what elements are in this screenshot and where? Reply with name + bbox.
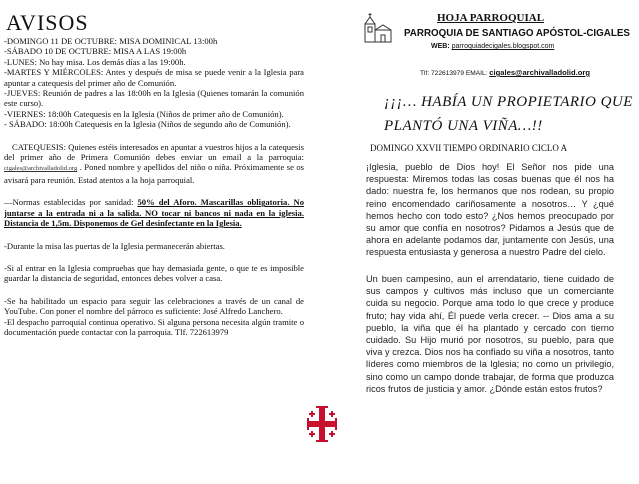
- schedule-domingo: -DOMINGO 11 DE OCTUBRE: MISA DOMINICAL 13:00h: [4, 36, 218, 46]
- puertas-notice: -Durante la misa las puertas de la Iglesia permanecerán abiertas.: [4, 240, 225, 251]
- catequesis-text-2: . Poned nombre y apellidos del niño o niña. Próximamente se os avisará para reunión. Estad atentos a la hoja parroquial.: [4, 162, 305, 185]
- email-link[interactable]: cigales@archivalladolid.org: [489, 68, 590, 77]
- sunday-heading: DOMINGO XXVII TIEMPO ORDINARIO CICLO A: [370, 143, 568, 153]
- jerusalem-cross-icon: [304, 400, 340, 448]
- catequesis-text-1: CATEQUESIS: Quienes estéis interesados en apuntar a vuestros hijos a la catequesis del primer año de Primera Comunión debes enviar un email a la parroquia:: [4, 141, 304, 163]
- catequesis-notice: [4, 142, 304, 186]
- avisos-column: [4, 12, 304, 337]
- normas-bold: 50% del Aforo. Mascarillas obligatoria. No juntarse a la entrada ni a la salida. NO tocar ni bancos ni nada en la iglesia. Distancia de 1,5m. Disponemos de Gel desinfectante en la Iglesia.: [4, 197, 304, 229]
- schedule-viernes: -VIERNES: 18:00h Catequesis en la Iglesia (Niños de primer año de Comunión).: [4, 108, 284, 119]
- schedule-sabado-catequesis: - SÁBADO: 18:00h Catequesis en la Iglesia (Niños de segundo año de Comunión).: [4, 119, 291, 130]
- sheet-title: HOJA PARROQUIAL: [437, 12, 545, 24]
- youtube-notice: -Se ha habilitado un espacio para seguir las celebraciones a través de un canal de YouTube. Con poner el nombre del párroco es suficiente: José Alfredo Lanchero.: [4, 295, 304, 317]
- normas-notice: [4, 197, 304, 228]
- gospel-quote-line1: ¡¡¡… HABÍA UN PROPIETARIO QUE: [384, 94, 633, 110]
- catequesis-email-link[interactable]: cigales@archivalladolid.org: [4, 165, 78, 173]
- schedule-martes: -MARTES Y MIÉRCOLES: Antes y después de misa se puede venir a la Iglesia para apuntar a catequesis del primer año de Comunión.: [4, 67, 304, 88]
- web-line: [431, 43, 554, 50]
- web-label: WEB:: [431, 43, 450, 50]
- parish-name: PARROQUIA DE SANTIAGO APÓSTOL-CIGALES: [404, 28, 630, 39]
- schedule-jueves: -JUEVES: Reunión de padres a las 18:00h en la Iglesia (Quienes tomarán la comunión este curso).: [4, 88, 304, 109]
- schedule-lunes: -LUNES: No hay misa. Los demás días a las 19:00h.: [4, 56, 186, 67]
- web-link[interactable]: parroquiadecigales.blogspot.com: [451, 43, 555, 50]
- tel-label: Tlf: 722613979 EMAIL:: [420, 70, 488, 77]
- contact-line: [420, 68, 590, 77]
- normas-intro: —Normas establecidas por sanidad:: [4, 197, 134, 208]
- gospel-quote-line2: PLANTÓ UNA VIÑA…!!: [384, 118, 543, 134]
- reflection-paragraph-1: ¡Iglesia, pueblo de Dios hoy! El Señor nos pide una respuesta: Miremos todas las cosas buenas que él nos ha dado: nuestra fe, los hermanos que nos rodean, su propio reino encomendado cariñosamente a nosotros… Y ¿qué hemos hecho con todo esto? ¿Nos hemos preocupado por su amor que confía en nosotros? Pidamos a Jesús que de ahora en adelante podamos dar, juntamente con Jesús, una respuesta entusiasta y generosa a nuestro Padre del cielo.: [366, 162, 614, 258]
- avisos-title: AVISOS: [6, 10, 89, 35]
- reflection-paragraph-2: Un buen campesino, aun el arrendatario, tiene cuidado de sus campos y cultivos más incluso que un comerciante cuida su negocio. Porque ama todo lo que crece y produce fruto; hay vida ahí, Él puede verla crecer. -- Dios ama a su pueblo, la viña que él ha plantado y cercado con tierno cuidado. Su Hijo murió por nosotros, su pueblo, para que viva y crezca. Dios nos ha confiado su viña a nosotros, tanto líderes como miembros de la Iglesia; no como un privilegio, sino como un campo donde trabajar, de forma que produzca ricos frutos de justicia y amor. ¿Dónde están estos frutos?: [366, 274, 614, 394]
- despacho-notice: -El despacho parroquial continua operativo. Si alguna persona necesita algún tramite o documentación puede contactar con la parroquia. Tlf. 722613979: [4, 316, 304, 337]
- entrar-notice: -Si al entrar en la Iglesia compruebas que hay demasiada gente, o que te es imposible guardar la distancia de seguridad, entonces debes volver a casa.: [4, 262, 304, 284]
- schedule-sabado: -SÁBADO 10 DE OCTUBRE: MISA A LAS 19:00h: [4, 46, 187, 57]
- church-logo-icon: [362, 12, 394, 44]
